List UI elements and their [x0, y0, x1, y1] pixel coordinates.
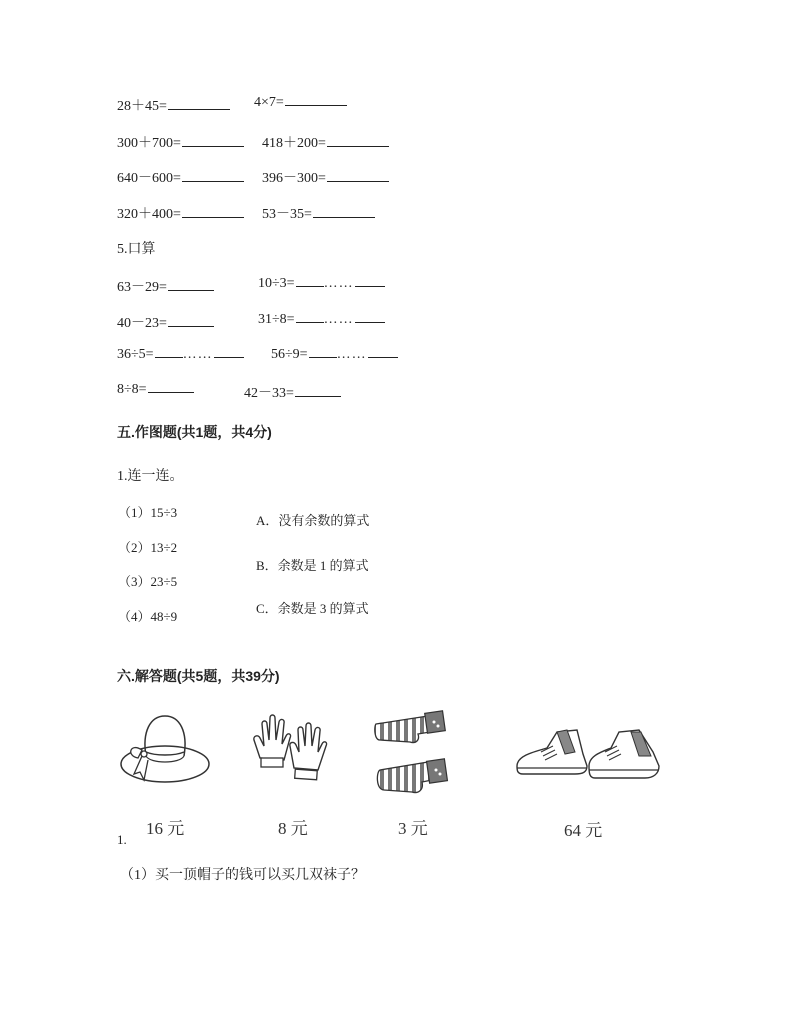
remainder-dots: ……: [323, 276, 354, 291]
arith-item: 640－600=: [117, 167, 244, 187]
price-label-hat: 16 元: [146, 819, 185, 838]
question-text: （1）买一顶帽子的钱可以买几双袜子？: [120, 868, 365, 883]
match-left-item[interactable]: （1）15÷3: [118, 505, 178, 520]
answer-blank[interactable]: [313, 216, 375, 218]
arith-item: 28＋45=: [117, 95, 230, 115]
section-heading: 六.解答题(共5题，共39分): [117, 668, 280, 684]
remainder-blank[interactable]: [368, 356, 398, 358]
answer-blank[interactable]: [168, 108, 230, 110]
quotient-blank[interactable]: [296, 285, 324, 287]
remainder-dots: ……: [323, 312, 354, 327]
section-heading: 五.作图题(共1题，共4分): [117, 424, 272, 440]
answer-blank[interactable]: [182, 216, 244, 218]
match-left-item[interactable]: （3）23÷5: [118, 574, 178, 589]
price-label-sneakers: 64 元: [564, 821, 603, 840]
match-right-item[interactable]: A．没有余数的算式: [256, 513, 370, 528]
socks-icon: [372, 710, 452, 800]
answer-blank[interactable]: [295, 395, 341, 397]
arith-item: 320＋400=: [117, 203, 244, 223]
remainder-blank[interactable]: [355, 321, 385, 323]
answer-blank[interactable]: [182, 145, 244, 147]
arith-item: 4×7=: [254, 95, 347, 111]
arith-item: 418＋200=: [262, 132, 389, 152]
answer-blank[interactable]: [148, 391, 194, 393]
quotient-blank[interactable]: [155, 356, 183, 358]
oral-item: 36÷5= ……: [117, 347, 244, 363]
answer-blank[interactable]: [327, 145, 389, 147]
gloves-icon: [250, 714, 330, 784]
remainder-dots: ……: [336, 347, 367, 362]
quotient-blank[interactable]: [296, 321, 324, 323]
remainder-blank[interactable]: [355, 285, 385, 287]
match-left-item[interactable]: （2）13÷2: [118, 540, 178, 555]
oral-item: 31÷8= ……: [258, 312, 385, 328]
answer-blank[interactable]: [327, 180, 389, 182]
question-number: 1.: [117, 832, 127, 847]
oral-item: 10÷3= ……: [258, 276, 385, 292]
remainder-blank[interactable]: [214, 356, 244, 358]
oral-item: 8÷8=: [117, 382, 194, 398]
arith-item: 300＋700=: [117, 132, 244, 152]
remainder-dots: ……: [182, 347, 213, 362]
question-text: 1.连一连。: [117, 469, 184, 484]
sneakers-icon: [513, 726, 663, 786]
oral-item: 42－33=: [244, 382, 341, 402]
answer-blank[interactable]: [182, 180, 244, 182]
answer-blank[interactable]: [285, 104, 347, 106]
arith-item: 396－300=: [262, 167, 389, 187]
arith-item: 53－35=: [262, 203, 375, 223]
oral-item: 40－23=: [117, 312, 214, 332]
answer-blank[interactable]: [168, 289, 214, 291]
oral-item: 56÷9= ……: [271, 347, 398, 363]
quotient-blank[interactable]: [309, 356, 337, 358]
oral-title: 5.口算: [117, 242, 156, 257]
match-right-item[interactable]: C．余数是 3 的算式: [256, 601, 369, 616]
hat-icon: [120, 712, 210, 792]
match-left-item[interactable]: （4）48÷9: [118, 609, 178, 624]
match-right-item[interactable]: B．余数是 1 的算式: [256, 558, 369, 573]
oral-item: 63－29=: [117, 276, 214, 296]
price-label-socks: 3 元: [398, 819, 428, 838]
price-label-gloves: 8 元: [278, 819, 308, 838]
answer-blank[interactable]: [168, 325, 214, 327]
